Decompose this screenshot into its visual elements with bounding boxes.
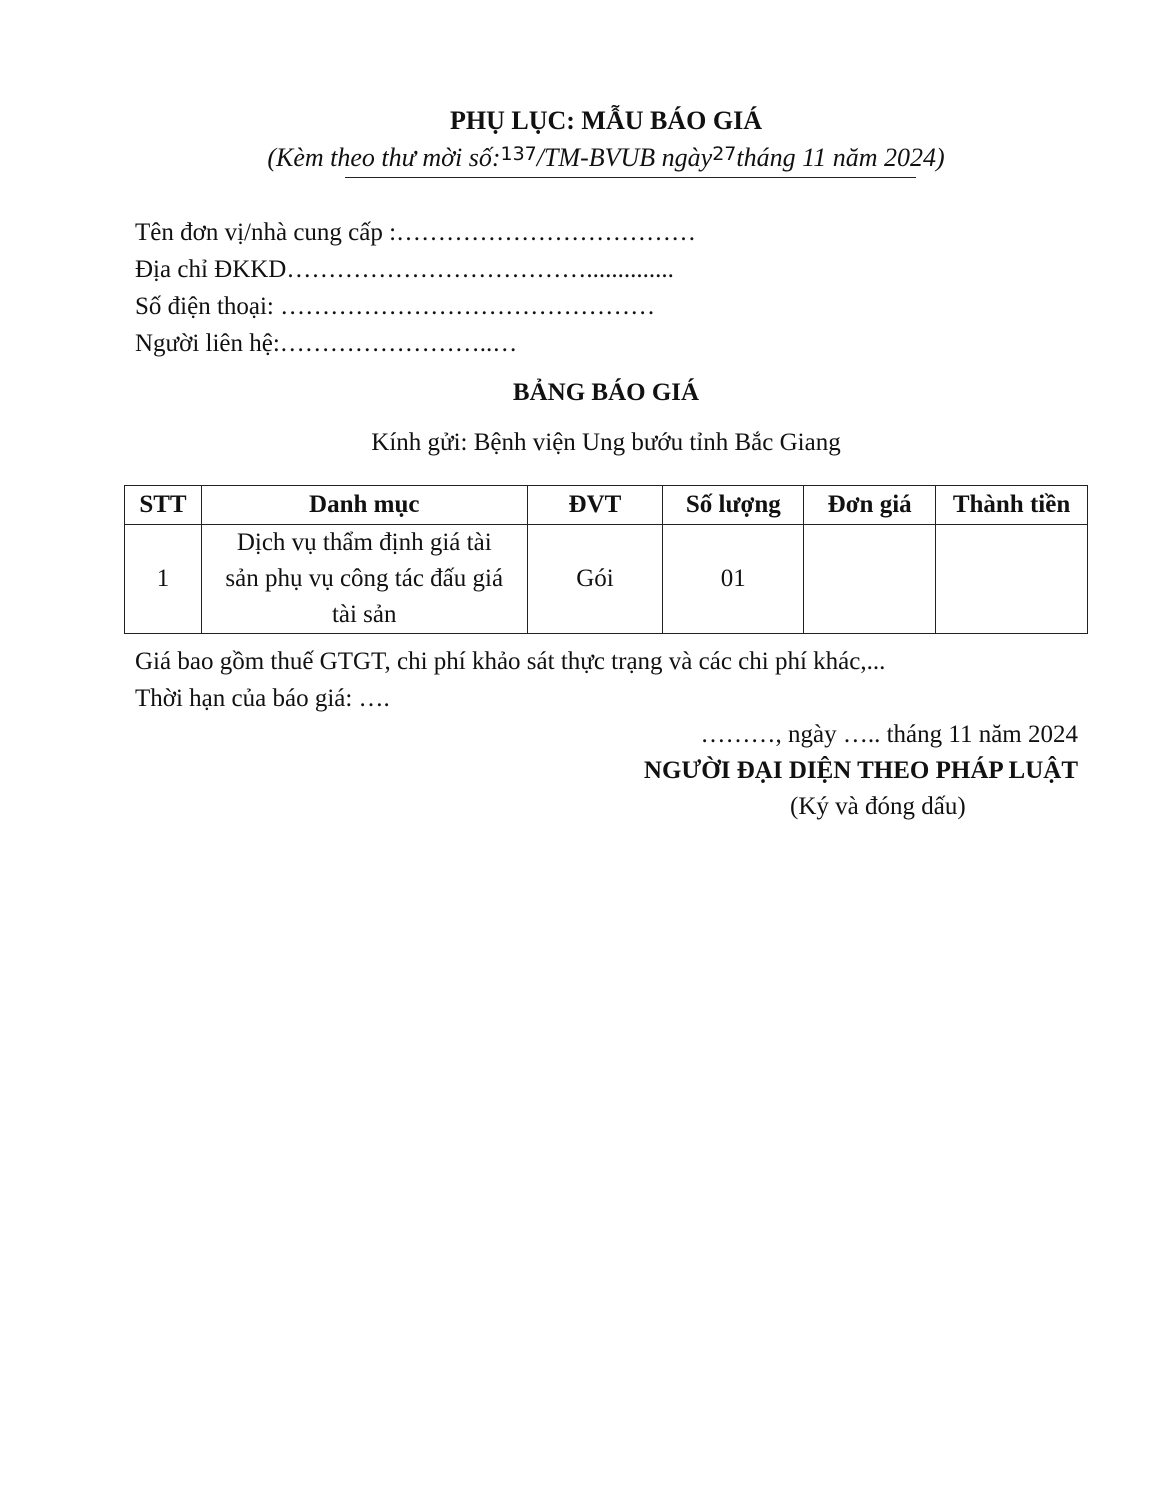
cell-stt: 1 xyxy=(125,525,202,634)
column-header-unit-price: Đơn giá xyxy=(804,486,936,525)
signature-date-line: ………, ngày ….. tháng 11 năm 2024 xyxy=(700,721,1078,748)
supplier-contact-line: Người liên hệ:……………………..… xyxy=(135,330,518,357)
table-row xyxy=(125,525,1088,634)
document-subtitle xyxy=(0,143,1159,173)
cell-item-line: sản phụ vụ công tác đấu giá xyxy=(225,565,504,592)
cell-unit: Gói xyxy=(527,525,663,634)
handwritten-letter-day: 27 xyxy=(712,143,737,165)
quote-recipient: Kính gửi: Bệnh viện Ung bướu tỉnh Bắc Giang xyxy=(371,429,841,456)
price-includes-note: Giá bao gồm thuế GTGT, chi phí khảo sát thực trạng và các chi phí khác,... xyxy=(135,648,886,675)
supplier-name-line: Tên đơn vị/nhà cung cấp :……………………………… xyxy=(135,219,697,246)
cell-item-line: tài sản xyxy=(331,601,397,628)
column-header-unit: ĐVT xyxy=(527,486,663,525)
document-title: PHỤ LỤC: MẪU BÁO GIÁ xyxy=(450,106,762,135)
quote-validity-note: Thời hạn của báo giá: …. xyxy=(135,685,390,712)
cell-item-line: Dịch vụ thẩm định giá tài xyxy=(236,529,492,556)
subtitle-underline xyxy=(345,177,916,178)
cell-quantity: 01 xyxy=(663,525,804,634)
table-header-row xyxy=(125,486,1088,525)
signature-note: (Ký và đóng dấu) xyxy=(790,793,966,820)
cell-unit-price xyxy=(804,525,936,634)
quote-table xyxy=(124,485,1088,634)
column-header-quantity: Số lượng xyxy=(663,486,804,525)
quote-table-title: BẢNG BÁO GIÁ xyxy=(512,379,700,406)
subtitle-prefix: (Kèm theo thư mời số: xyxy=(267,143,501,172)
signature-title: NGƯỜI ĐẠI DIỆN THEO PHÁP LUẬT xyxy=(643,757,1078,784)
column-header-item: Danh mục xyxy=(201,486,527,525)
cell-item xyxy=(201,525,527,634)
supplier-address-line: Địa chỉ ĐKKD……………………………….............. xyxy=(135,256,674,283)
handwritten-letter-number: 137 xyxy=(500,143,537,165)
cell-total xyxy=(936,525,1088,634)
column-header-total: Thành tiền xyxy=(936,486,1088,525)
supplier-phone-line: Số điện thoại: ……………………………………… xyxy=(135,293,656,320)
subtitle-suffix: tháng 11 năm 2024) xyxy=(736,143,945,172)
column-header-stt: STT xyxy=(125,486,202,525)
subtitle-middle: /TM-BVUB ngày xyxy=(536,143,713,172)
